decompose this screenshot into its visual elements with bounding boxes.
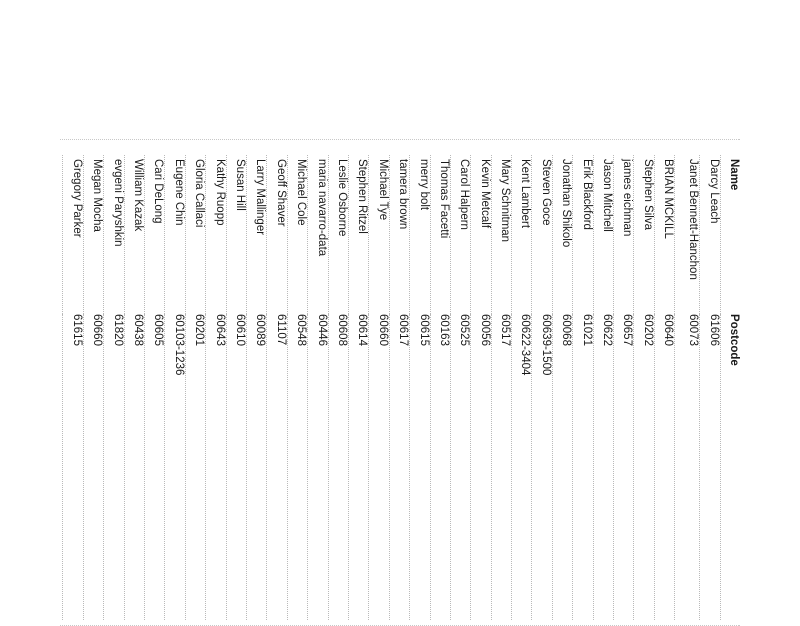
name-cell: Gregory Parker [63,155,83,314]
name-cell: Michael Tye [369,155,389,314]
postcode-cell: 60608 [328,314,348,620]
table-row [145,155,165,620]
postcode-cell: 60615 [410,314,430,620]
table-row [614,155,634,620]
name-cell: Carol Halpern [450,155,470,314]
name-cell: maria navarro-data [308,155,328,314]
table-row [206,155,226,620]
name-cell: Leslie Osborne [328,155,348,314]
postcode-cell: 60548 [287,314,307,620]
name-cell: Susan Hill [226,155,246,314]
table-row [573,155,593,620]
postcode-cell: 60073 [675,314,700,620]
header-row [720,155,740,620]
table-row [348,155,368,620]
contacts-table [63,155,741,620]
table-row [389,155,409,620]
postcode-cell: 60163 [430,314,450,620]
name-cell: tamera brown [389,155,409,314]
table-row [185,155,205,620]
postcode-cell: 60643 [206,314,226,620]
postcode-cell: 60639-1500 [532,314,552,620]
name-cell: Jonathan Shikolo [552,155,572,314]
table-row [287,155,307,620]
table-row [267,155,287,620]
table-row [512,155,532,620]
name-cell: Mary Schnitman [491,155,511,314]
name-cell: Kathy Ruopp [206,155,226,314]
name-cell: Janet Bennett-Hanchon [675,155,700,314]
postcode-cell: 60525 [450,314,470,620]
name-cell: evgeni Paryshkin [104,155,124,314]
name-cell: Darcy Leach [700,155,720,314]
table-row [471,155,491,620]
name-cell: Steven Goce [532,155,552,314]
name-cell: Megan Mocha [83,155,103,314]
postcode-cell: 61615 [63,314,83,620]
name-cell: Geoff Shaver [267,155,287,314]
name-cell: Stephen Silva [634,155,654,314]
table-row [654,155,674,620]
table-row [410,155,430,620]
postcode-cell: 60610 [226,314,246,620]
name-cell: Stephen Ritzel [348,155,368,314]
postcode-cell: 61820 [104,314,124,620]
postcode-cell: 60657 [614,314,634,620]
name-cell: Erik Blackford [573,155,593,314]
name-cell: Thomas Facetti [430,155,450,314]
name-cell: Kevin Metcalf [471,155,491,314]
table-row [450,155,470,620]
rotated-document-sheet [60,155,740,625]
postcode-cell: 60640 [654,314,674,620]
name-cell: Gloria Callaci [185,155,205,314]
postcode-cell: 60617 [389,314,409,620]
table-row [226,155,246,620]
postcode-cell: 60605 [145,314,165,620]
postcode-cell: 61021 [573,314,593,620]
postcode-cell: 60056 [471,314,491,620]
postcode-cell: 61606 [700,314,720,620]
name-cell: BRIAN MCKILL [654,155,674,314]
postcode-cell: 60517 [491,314,511,620]
postcode-cell: 61107 [267,314,287,620]
name-cell: Michael Cole [287,155,307,314]
postcode-column-header: Postcode [720,314,740,620]
postcode-cell: 60089 [247,314,267,620]
postcode-cell: 60660 [83,314,103,620]
name-cell: Kent Lambert [512,155,532,314]
table-row [552,155,572,620]
postcode-cell: 60660 [369,314,389,620]
name-cell: William Kazak [124,155,144,314]
table-row [593,155,613,620]
dotted-column-rule-left [60,139,740,140]
name-cell: Larry Mallinger [247,155,267,314]
postcode-cell: 60614 [348,314,368,620]
name-column-header: Name [720,155,740,314]
table-row [700,155,720,620]
table-row [165,155,185,620]
name-cell: Jason Mitchell [593,155,613,314]
table-row [124,155,144,620]
table-body [63,155,720,620]
table-row [675,155,700,620]
name-cell: Eugene Chin [165,155,185,314]
table-row [83,155,103,620]
table-row [369,155,389,620]
table-row [308,155,328,620]
name-cell: james eichman [614,155,634,314]
postcode-cell: 60446 [308,314,328,620]
table-row [104,155,124,620]
postcode-cell: 60103-1236 [165,314,185,620]
postcode-cell: 60622-3404 [512,314,532,620]
postcode-cell: 60201 [185,314,205,620]
postcode-cell: 60202 [634,314,654,620]
table-row [491,155,511,620]
postcode-cell: 60438 [124,314,144,620]
postcode-cell: 60068 [552,314,572,620]
postcode-cell: 60622 [593,314,613,620]
name-cell: merry bolt [410,155,430,314]
table-row [430,155,450,620]
table-row [532,155,552,620]
name-cell: Cari DeLong [145,155,165,314]
table-row [63,155,83,620]
table-row [247,155,267,620]
table-row [634,155,654,620]
table-row [328,155,348,620]
